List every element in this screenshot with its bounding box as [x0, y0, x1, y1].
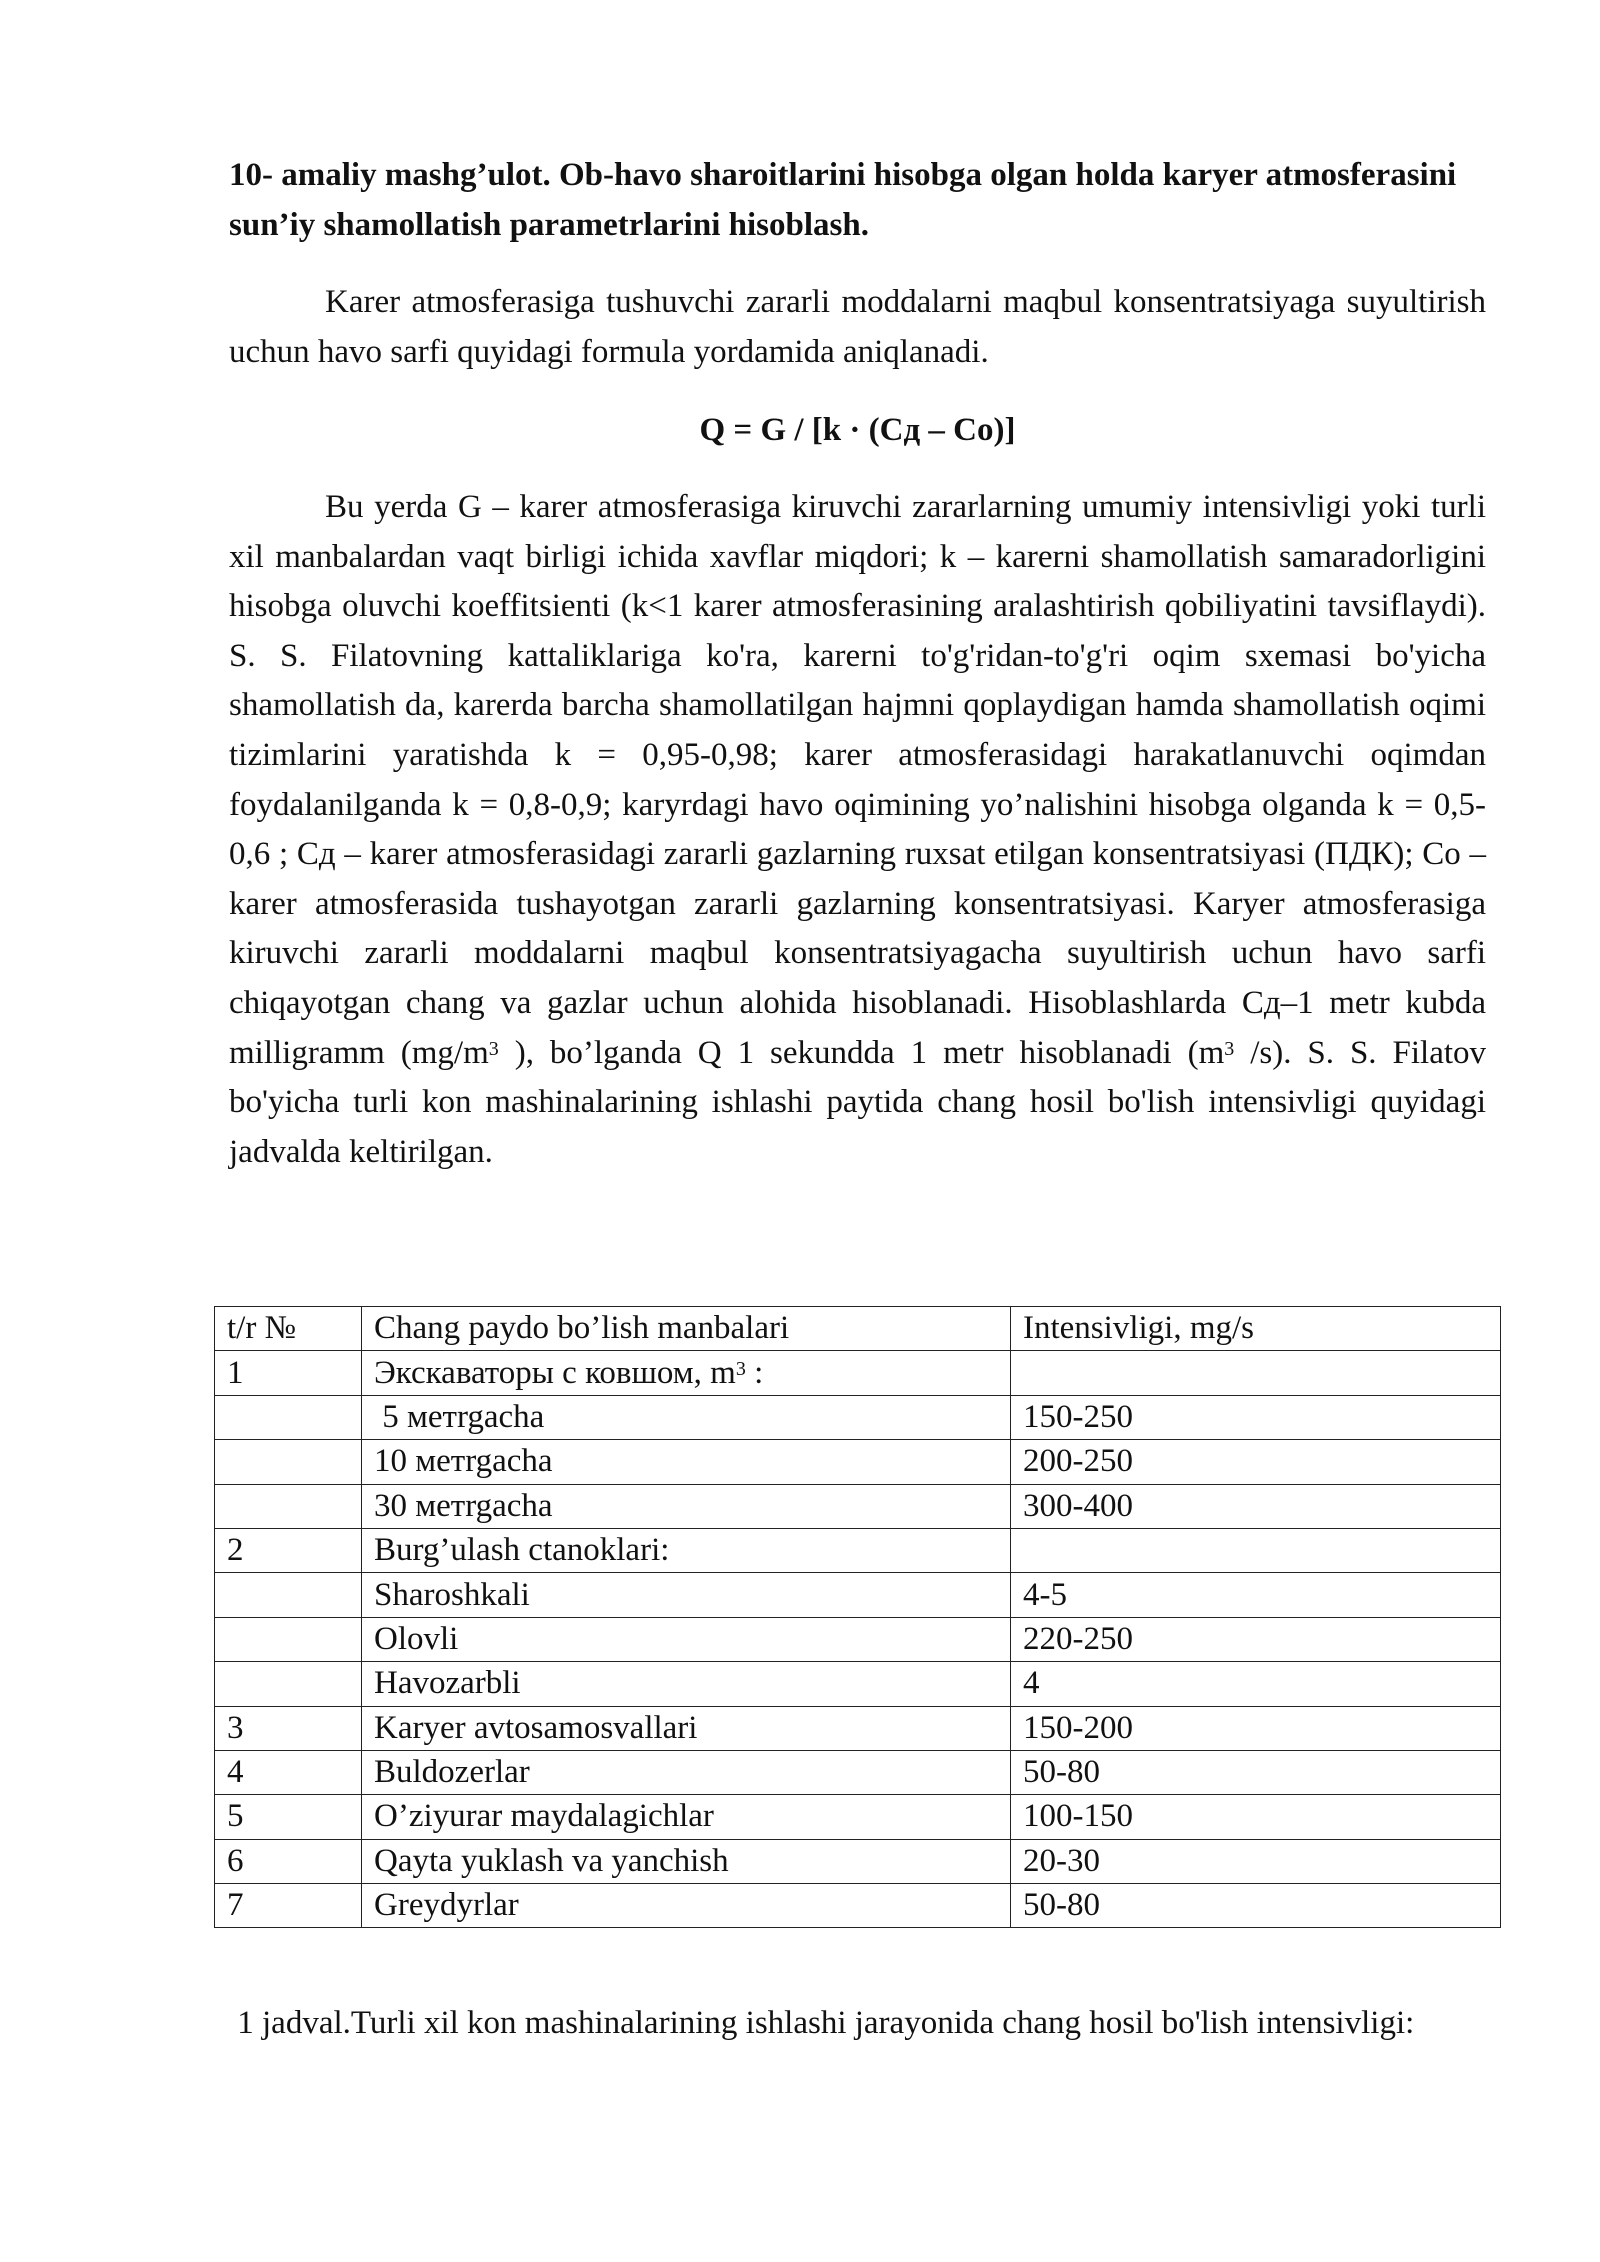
table-row	[215, 1884, 1501, 1928]
row-number: 3	[215, 1706, 362, 1750]
table-row	[215, 1528, 1501, 1572]
table-header-row	[215, 1307, 1501, 1351]
table-row	[215, 1351, 1501, 1395]
row-number	[215, 1484, 362, 1528]
section-title: 10- amaliy mashg’ulot. Ob-havo sharoitlarini hisobga olgan holda karyer atmosferasini sun’iy shamollatish parametrlarini hisoblash.	[229, 157, 1457, 243]
row-intensity	[1011, 1528, 1501, 1572]
row-intensity: 300-400	[1011, 1484, 1501, 1528]
row-intensity: 4-5	[1011, 1573, 1501, 1617]
table-row	[215, 1839, 1501, 1883]
table-row	[215, 1484, 1501, 1528]
explanation-text-3: /s). S. S. Filatov bo'yicha turli kon mashinalarining ishlashi paytida chang hosil bo'lish intensivligi quyidagi jadvalda keltirilgan.	[229, 1034, 1487, 1170]
row-intensity	[1011, 1351, 1501, 1395]
superscript-3: 3	[1224, 1037, 1235, 1060]
row-number	[215, 1662, 362, 1706]
intro-paragraph-text: Karer atmosferasiga tushuvchi zararli moddalarni maqbul konsentratsiyaga suyultirish uchun havo sarfi quyidagi formula yordamida aniqlanadi.	[229, 284, 1486, 370]
table-row	[215, 1395, 1501, 1439]
row-source: 30 метrgacha	[362, 1484, 1011, 1528]
header-number: t/r №	[215, 1307, 362, 1351]
row-intensity: 4	[1011, 1662, 1501, 1706]
row-source: 10 метrgacha	[362, 1440, 1011, 1484]
row-source-text: Экскаваторы с ковшом, m	[374, 1354, 736, 1391]
row-number: 4	[215, 1750, 362, 1794]
dust-intensity-table	[214, 1306, 1501, 1928]
row-source: Karyer avtosamosvallari	[362, 1706, 1011, 1750]
header-intensity: Intensivligi, mg/s	[1011, 1307, 1501, 1351]
row-number	[215, 1573, 362, 1617]
explanation-text-2: ), bo’lganda Q 1 sekundda 1 metr hisoblanadi (m	[498, 1034, 1225, 1071]
row-intensity: 100-150	[1011, 1795, 1501, 1839]
row-source: Olovli	[362, 1617, 1011, 1661]
row-source-suffix: :	[745, 1354, 764, 1391]
explanation-paragraph	[229, 483, 1486, 1177]
row-number: 6	[215, 1839, 362, 1883]
table-row	[215, 1750, 1501, 1794]
row-source: Qayta yuklash va yanchish	[362, 1839, 1011, 1883]
row-number	[215, 1617, 362, 1661]
row-source: 5 метrgacha	[362, 1395, 1011, 1439]
explanation-text-1: Bu yerda G – karer atmosferasiga kiruvchi zararlarning umumiy intensivligi yoki turli xil manbalardan vaqt birligi ichida xavflar miqdori; k – karerni shamollatish samaradorligini hisobga oluvchi koeffitsienti (k<1 karer atmosferasining aralashtirish qobiliyatini tavsiflaydi). S. S. Filatovning kattaliklariga ko'ra, karerni to'g'ridan-to'g'ri oqim sxemasi bo'yicha shamollatish da, karerda barcha shamollatilgan hajmni qoplaydigan hamda shamollatish oqimi tizimlarini yaratishda k = 0,95-0,98; karer atmosferasidagi harakatlanuvchi oqimdan foydalanilganda k = 0,8-0,9; karyrdagi havo oqimining yo’nalishini hisobga olganda k = 0,5-0,6 ; Сд – karer atmosferasidagi zararli gazlarning ruxsat etilgan konsentratsiyasi (ПДК); Со – karer atmosferasida tushayotgan zararli gazlarning konsentratsiyasi. Karyer atmosferasiga kiruvchi zararli moddalarni maqbul konsentratsiyagacha suyultirish uchun havo sarfi chiqayotgan chang va gazlar uchun alohida hisoblanadi. Hisoblashlarda Сд–1 metr kubda milligramm (mg/m	[229, 489, 1486, 1071]
row-source	[362, 1351, 1011, 1395]
table-row	[215, 1706, 1501, 1750]
row-number: 5	[215, 1795, 362, 1839]
air-flow-formula: Q = G / [k · (Сд – Со)]	[699, 412, 1016, 448]
row-intensity: 220-250	[1011, 1617, 1501, 1661]
table-row	[215, 1573, 1501, 1617]
header-source: Chang paydo bo’lish manbalari	[362, 1307, 1011, 1351]
row-source: Buldozerlar	[362, 1750, 1011, 1794]
row-intensity: 50-80	[1011, 1884, 1501, 1928]
row-intensity: 20-30	[1011, 1839, 1501, 1883]
table-row	[215, 1795, 1501, 1839]
row-source: Burg’ulash ctanoklari:	[362, 1528, 1011, 1572]
row-number: 7	[215, 1884, 362, 1928]
table-row	[215, 1662, 1501, 1706]
row-source: Sharoshkali	[362, 1573, 1011, 1617]
row-number: 1	[215, 1351, 362, 1395]
row-source: Greydyrlar	[362, 1884, 1011, 1928]
row-intensity: 150-250	[1011, 1395, 1501, 1439]
row-intensity: 50-80	[1011, 1750, 1501, 1794]
table-row	[215, 1440, 1501, 1484]
superscript-3: 3	[488, 1037, 499, 1060]
table-caption: 1 jadval.Turli xil kon mashinalarining ishlashi jarayonida chang hosil bo'lish intensivligi:	[229, 2005, 1415, 2041]
superscript-3: 3	[735, 1357, 746, 1380]
row-intensity: 150-200	[1011, 1706, 1501, 1750]
row-number: 2	[215, 1528, 362, 1572]
row-number	[215, 1395, 362, 1439]
row-number	[215, 1440, 362, 1484]
row-source: O’ziyurar maydalagichlar	[362, 1795, 1011, 1839]
row-intensity: 200-250	[1011, 1440, 1501, 1484]
intro-paragraph	[229, 278, 1486, 377]
row-source: Havozarbli	[362, 1662, 1011, 1706]
table-row	[215, 1617, 1501, 1661]
